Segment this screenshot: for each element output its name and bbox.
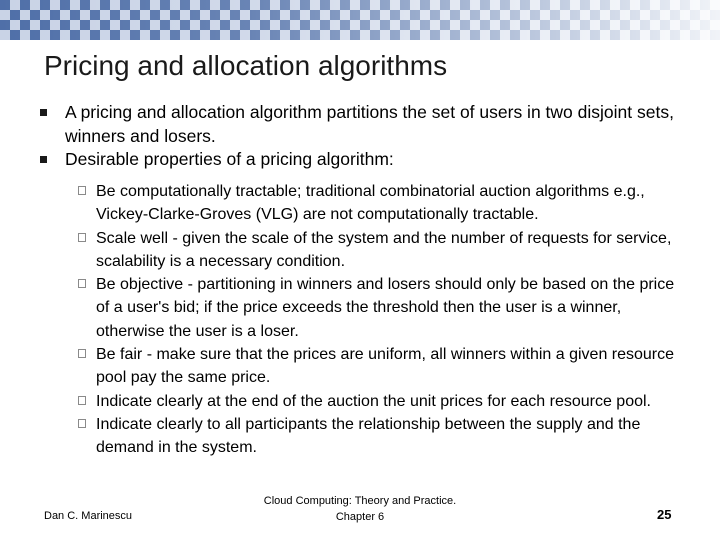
square-bullet-icon <box>40 156 47 163</box>
sub-bullet-list <box>78 180 688 460</box>
hollow-square-bullet-icon <box>78 419 86 428</box>
bullet-text: A pricing and allocation algorithm partitions the set of users in two disjoint sets, winners and losers. <box>65 102 674 146</box>
square-bullet-icon <box>40 109 47 116</box>
sub-bullet-text: Scale well - given the scale of the system and the number of requests for service, scalability is a necessary condition. <box>96 229 672 270</box>
sub-bullet-text: Be objective - partitioning in winners and losers should only be based on the price of a user's bid; if the price exceeds the threshold then the user is a winner, otherwise the user is a loser. <box>96 276 675 340</box>
sub-bullet-text: Indicate clearly at the end of the auction the unit prices for each resource pool. <box>96 392 651 410</box>
footer-book-title: Cloud Computing: Theory and Practice. <box>263 495 457 507</box>
sub-bullet-item <box>78 273 688 343</box>
bullet-text: Desirable properties of a pricing algorithm: <box>65 149 394 169</box>
bullet-item <box>38 101 678 148</box>
hollow-square-bullet-icon <box>78 396 86 405</box>
checkerboard-header-decoration <box>0 0 720 40</box>
hollow-square-bullet-icon <box>78 349 86 358</box>
sub-bullet-item <box>78 180 688 227</box>
hollow-square-bullet-icon <box>78 279 86 288</box>
bullet-list <box>38 101 678 172</box>
sub-bullet-text: Indicate clearly to all participants the relationship between the supply and the demand in the system. <box>96 415 641 457</box>
sub-bullet-item <box>78 227 688 274</box>
footer-chapter: Chapter 6 <box>335 511 385 523</box>
footer-book-reference <box>230 493 490 525</box>
hollow-square-bullet-icon <box>78 186 86 195</box>
sub-bullet-item <box>78 343 688 390</box>
sub-bullet-text: Be fair - make sure that the prices are uniform, all winners within a given resource pool pay the same price. <box>96 346 675 387</box>
slide-title: Pricing and allocation algorithms <box>44 50 448 81</box>
hollow-square-bullet-icon <box>78 233 86 242</box>
checkerboard-pattern <box>0 0 720 40</box>
sub-bullet-item <box>78 390 688 413</box>
footer-author: Dan C. Marinescu <box>44 510 133 522</box>
sub-bullet-text: Be computationally tractable; traditional combinatorial auction algorithms e.g., Vickey-Clarke-Groves (VLG) are not computationally tractable. <box>96 183 645 224</box>
bullet-item <box>38 148 678 172</box>
sub-bullet-item <box>78 413 688 460</box>
page-number: 25 <box>657 507 672 522</box>
